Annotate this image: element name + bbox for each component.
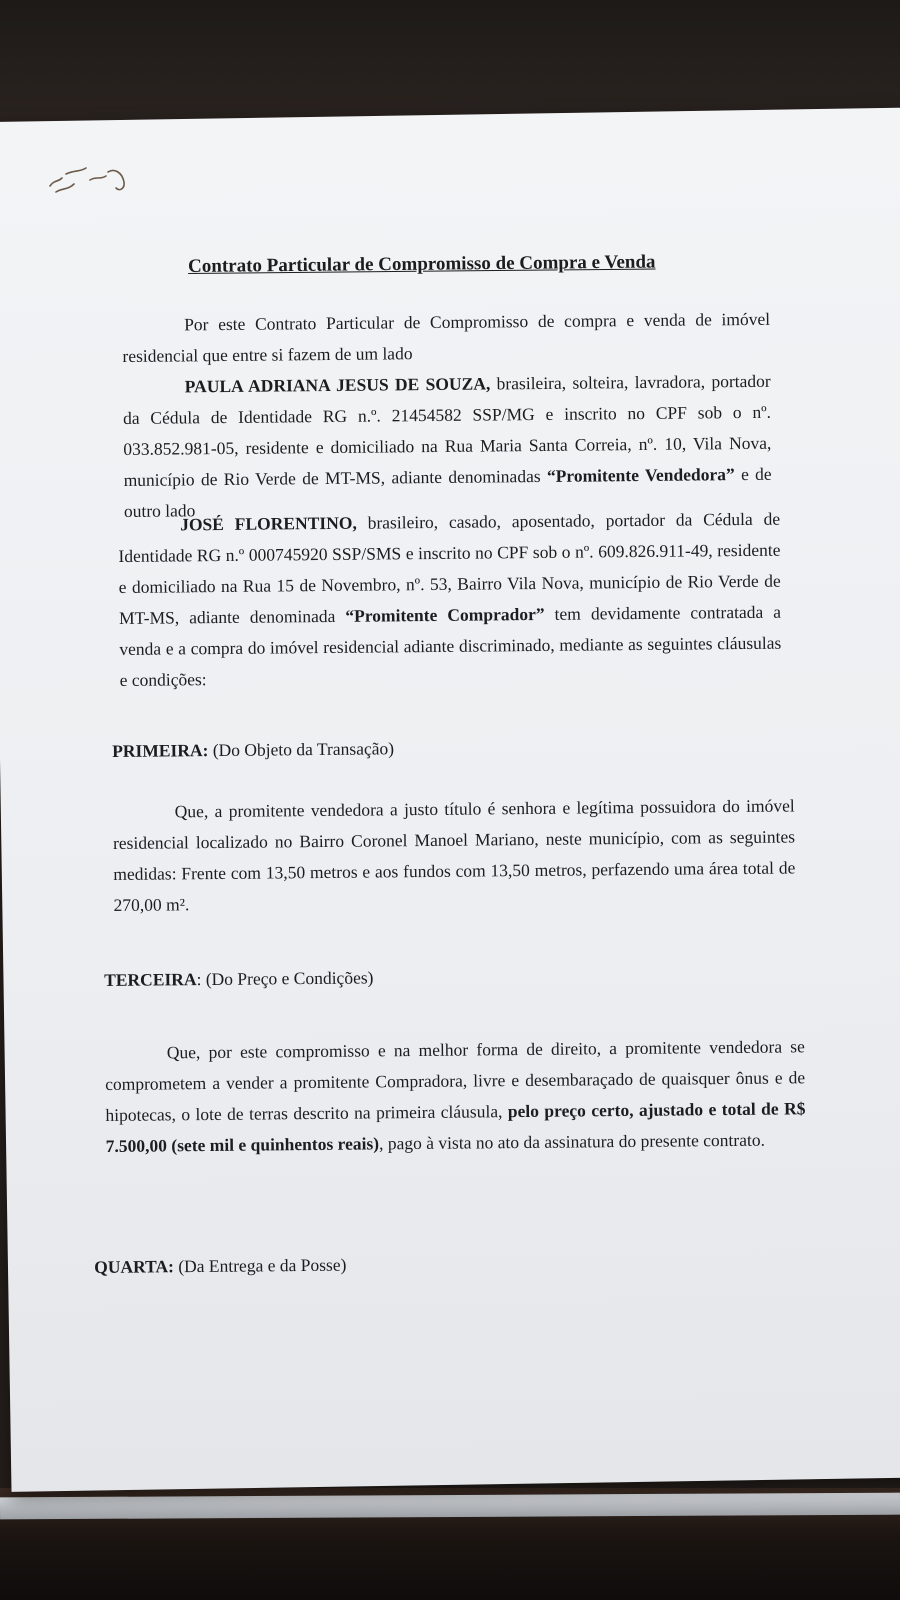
buyer-block: [118, 504, 782, 696]
clause4-title: (Da Entrega e da Posse): [173, 1254, 347, 1277]
handwritten-mark-icon: [44, 158, 134, 198]
clause1-label: PRIMEIRA:: [112, 740, 209, 761]
contract-body: [122, 304, 772, 527]
clause1-title: (Do Objeto da Transação): [208, 738, 395, 761]
clause-primeira: [112, 729, 796, 921]
clause3-text-end: , pago à vista no ato da assinatura do presente contrato.: [378, 1129, 766, 1154]
seller-details: brasileira, solteira, lavradora, portador da Cédula de Identidade RG n.º. 21454582 SSP/MG e inscrito no CPF sob o nº. 033.852.981-05, residente e domiciliado na Rua Maria Santa Correia, nº. 10, Vila Nova, município de Rio Verde de MT-MS, adiante denominadas: [122, 370, 772, 490]
clause3-text: [105, 1031, 806, 1162]
buyer-details-end: tem devidamente contratada a venda e a compra do imóvel residencial adiante discriminado, mediante as seguintes cláusulas e condições:: [119, 601, 782, 690]
clause3-title: : (Do Preço e Condições): [196, 967, 374, 990]
buyer-paragraph: [118, 504, 782, 696]
seller-name: PAULA ADRIANA JESUS DE SOUZA,: [184, 373, 491, 397]
seller-details-end: e de outro lado: [123, 463, 772, 521]
buyer-name: JOSÉ FLORENTINO,: [180, 512, 357, 535]
seller-role: “Promitente Vendedora”: [546, 464, 735, 486]
clause3-text-start: Que, por este compromisso e na melhor forma de direito, a promitente vendedora se comprometem a vender a promitente Compradora, livre e desembaraçado de quaisquer ônus e de hipotecas, o lote de terras descrito na primeira cláusula,: [105, 1036, 806, 1125]
clause4-label: QUARTA:: [94, 1256, 174, 1277]
document-title: Contrato Particular de Compromisso de Compra e Venda: [188, 251, 656, 277]
intro-paragraph: Por este Contrato Particular de Compromisso de compra e venda de imóvel residencial que entre si fazem de um lado: [122, 308, 771, 366]
clause3-label: TERCEIRA: [104, 969, 197, 990]
paper-stack-edge: [0, 1493, 900, 1520]
clause3-price: pelo preço certo, ajustado e total de R$ 7.500,00 (sete mil e quinhentos reais): [105, 1098, 806, 1156]
buyer-role: “Promitente Comprador”: [345, 603, 545, 626]
clause1-text: Que, a promitente vendedora a justo título é senhora e legítima possuidora do imóvel residencial localizado no Bairro Coronel Manoel Mariano, neste município, com as seguintes medidas: Frente com 13,50 metros e aos fundos com 13,50 metros, perfazendo uma área total de 270,00 m².: [112, 795, 796, 915]
seller-paragraph: [123, 366, 772, 527]
clause-terceira: [104, 958, 806, 1162]
buyer-details: brasileiro, casado, aposentado, portador da Cédula de Identidade RG n.º 000745920 SSP/SMS e inscrito no CPF sob o nº. 609.826.911-49, residente e domiciliado na Rua 15 de Novembro, nº. 53, Bairro Vila Nova, município de Rio Verde de MT-MS, adiante denominada: [118, 508, 781, 628]
